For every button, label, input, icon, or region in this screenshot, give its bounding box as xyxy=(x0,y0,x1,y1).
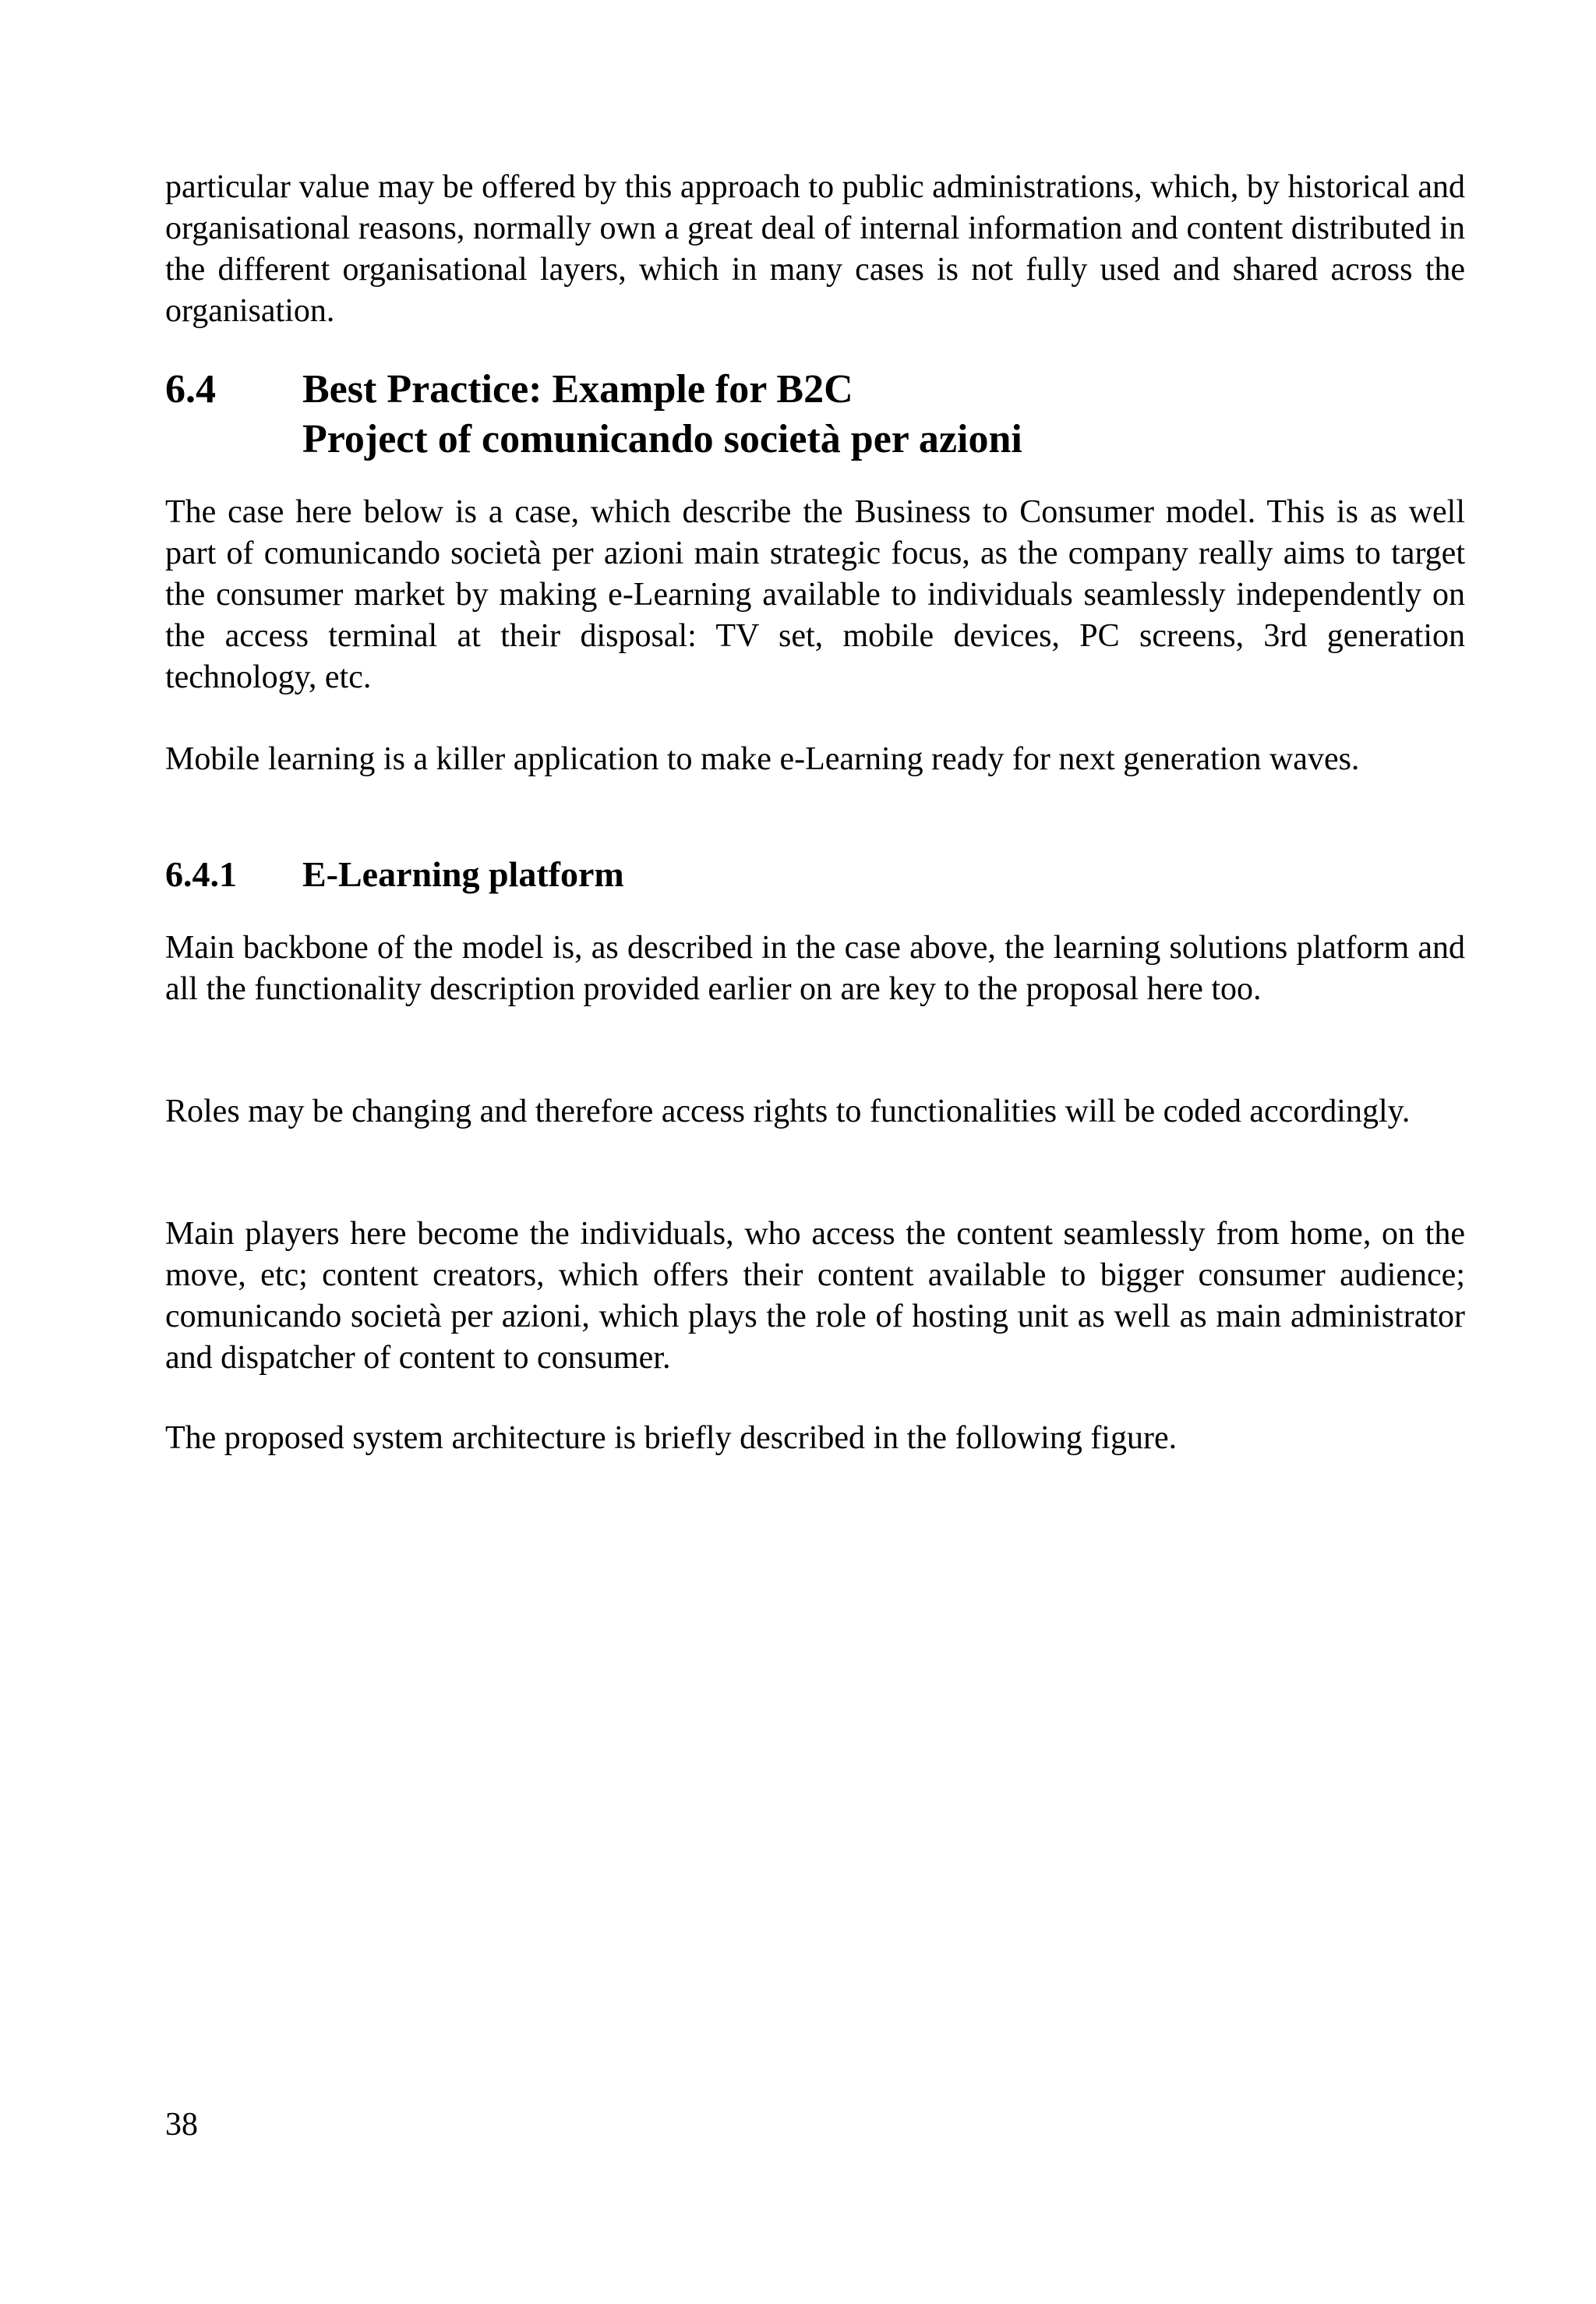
subsection-paragraph: Roles may be changing and therefore access rights to functionalities will be coded accordingly. xyxy=(165,1094,1411,1129)
section-paragraph-2-block xyxy=(165,739,1465,780)
section-number: 6.4 xyxy=(165,367,216,412)
subsection-paragraph-3-block xyxy=(165,1214,1465,1379)
subsection-number: 6.4.1 xyxy=(165,854,237,894)
section-paragraph: Mobile learning is a killer application to make e-Learning ready for next generation waves. xyxy=(165,741,1360,777)
intro-paragraph: particular value may be offered by this approach to public administrations, which, by historical and organisational reasons, normally own a great deal of internal information and content distributed in the different organisational layers, which in many cases is not fully used and shared across the organisation. xyxy=(165,169,1465,329)
subsection-paragraph: Main players here become the individuals, who access the content seamlessly from home, on the move, etc; content creators, which offers their content available to bigger consumer audience; comunicando società per azioni, which plays the role of hosting unit as well as main administrator and dispatcher of content to consumer. xyxy=(165,1216,1465,1376)
subsection-paragraph-1-block xyxy=(165,928,1465,1010)
intro-text-block xyxy=(165,167,1465,332)
section-paragraph-1-block xyxy=(165,492,1465,698)
section-title-line-1: Best Practice: Example for B2C xyxy=(302,367,853,412)
subsection-paragraph: The proposed system architecture is briefly described in the following figure. xyxy=(165,1420,1178,1456)
subsection-paragraph-2-block xyxy=(165,1091,1465,1133)
subsection-paragraph: Main backbone of the model is, as described in the case above, the learning solutions platform and all the functionality description provided earlier on are key to the proposal here too. xyxy=(165,930,1465,1007)
subsection-title: E-Learning platform xyxy=(302,854,624,894)
page-number: 38 xyxy=(165,2107,198,2143)
section-title-line-2: Project of comunicando società per azioni xyxy=(302,417,1022,461)
section-paragraph: The case here below is a case, which describe the Business to Consumer model. This is as well part of comunicando società per azioni main strategic focus, as the company really aims to target the consumer market by making e-Learning available to individuals seamlessly independently on the access terminal at their disposal: TV set, mobile devices, PC screens, 3rd generation technology, etc. xyxy=(165,494,1465,695)
subsection-paragraph-4-block xyxy=(165,1418,1465,1459)
